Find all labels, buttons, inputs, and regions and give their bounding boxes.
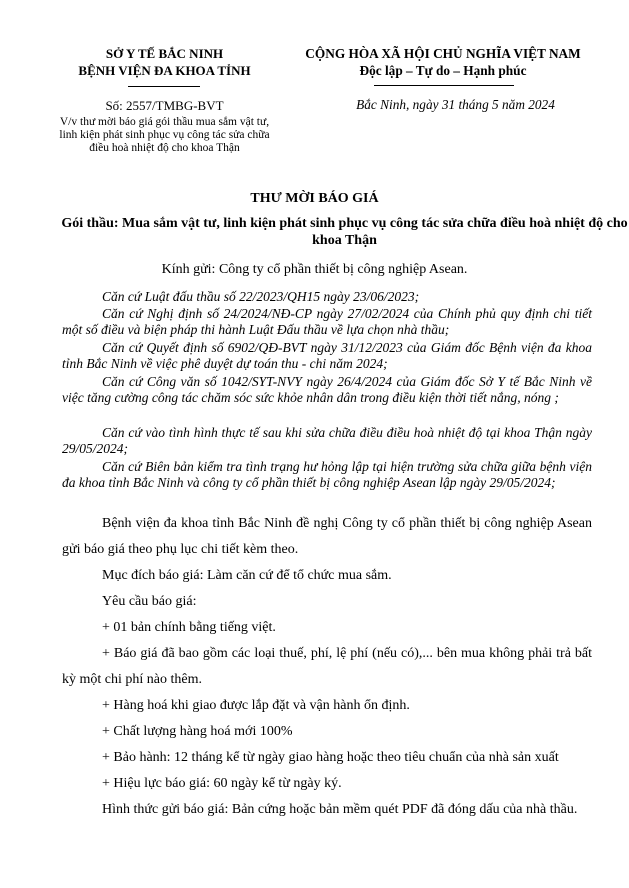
purpose-paragraph: Mục đích báo giá: Làm căn cứ để tổ chức mua sắm. [102,568,392,583]
legal-basis-2: Căn cứ Nghị định số 24/2024/NĐ-CP ngày 27/02/2024 của Chính phủ quy định chi tiết một số điều và biện pháp thi hành Luật Đấu thầu về lựa chọn nhà thầu; [62,306,592,337]
header-left-underline [128,86,200,87]
requirements-title: Yêu cầu báo giá: [102,594,197,609]
legal-basis-6: Căn cứ Biên bản kiểm tra tình trạng hư hỏng lập tại hiện trường sửa chữa giữa bệnh viện đa khoa tỉnh Bắc Ninh và công ty cổ phần thiết bị công nghiệp Asean lập ngày 29/05/2024; [62,459,592,490]
document-date: Bắc Ninh, ngày 31 tháng 5 năm 2024 [356,97,555,112]
header-right-underline [374,85,514,86]
hospital-name: BỆNH VIỆN ĐA KHOA TỈNH [78,63,251,78]
agency-name: SỞ Y TẾ BẮC NINH [105,46,224,61]
requirement-item: + Báo giá đã bao gồm các loại thuế, phí, lệ phí (nếu có),... bên mua không phải trả bất kỳ một chi phí nào thêm. [62,646,592,687]
legal-basis-3: Căn cứ Quyết định số 6902/QĐ-BVT ngày 31/12/2023 của Giám đốc Bệnh viện đa khoa tỉnh Bắc Ninh về việc phê duyệt dự toán thu - chi năm 2024; [62,340,592,371]
delivery-paragraph: Hình thức gửi báo giá: Bản cứng hoặc bản mềm quét PDF đã đóng dấu của nhà thầu. [102,802,578,817]
requirement-item: + Hàng hoá khi giao được lắp đặt và vận hành ổn định. [102,698,410,713]
legal-basis-5: Căn cứ vào tình hình thực tế sau khi sửa chữa điều điều hoà nhiệt độ tại khoa Thận ngày 29/05/2024; [62,425,592,456]
national-title: CỘNG HÒA XÃ HỘI CHỦ NGHĨA VIỆT NAM [305,46,581,61]
national-motto: Độc lập – Tự do – Hạnh phúc [359,63,527,78]
requirement-item: + 01 bản chính bằng tiếng việt. [102,620,276,635]
requirement-item: + Chất lượng hàng hoá mới 100% [102,724,293,739]
document-number: Số: 2557/TMBG-BVT [105,98,224,113]
package-name: Gói thầu: Mua sắm vật tư, linh kiện phát sinh phục vụ công tác sửa chữa điều hoà nhiệt độ cho khoa Thận [61,216,628,248]
requirement-item: + Hiệu lực báo giá: 60 ngày kể từ ngày ký. [102,776,342,791]
request-paragraph: Bệnh viện đa khoa tỉnh Bắc Ninh đề nghị Công ty cổ phần thiết bị công nghiệp Asean gửi báo giá theo phụ lục chi tiết kèm theo. [62,516,592,557]
requirement-item: + Bảo hành: 12 tháng kể từ ngày giao hàng hoặc theo tiêu chuẩn của nhà sản xuất [102,750,559,765]
recipient: Kính gửi: Công ty cổ phần thiết bị công nghiệp Asean. [161,262,468,277]
legal-basis-4: Căn cứ Công văn số 1042/SYT-NVY ngày 26/4/2024 của Giám đốc Sở Y tế Bắc Ninh về việc tăng cường công tác chăm sóc sức khỏe nhân dân trong điều kiện thời tiết nắng, nóng ; [62,374,592,405]
document-subject: V/v thư mời báo giá gói thầu mua sắm vật tư, linh kiện phát sinh phục vụ công tác sửa chữa điều hoà nhiệt độ cho khoa Thận [59,116,270,154]
legal-basis-1: Căn cứ Luật đấu thầu số 22/2023/QH15 ngày 23/06/2023; [102,289,420,304]
document-title: THƯ MỜI BÁO GIÁ [250,191,379,206]
